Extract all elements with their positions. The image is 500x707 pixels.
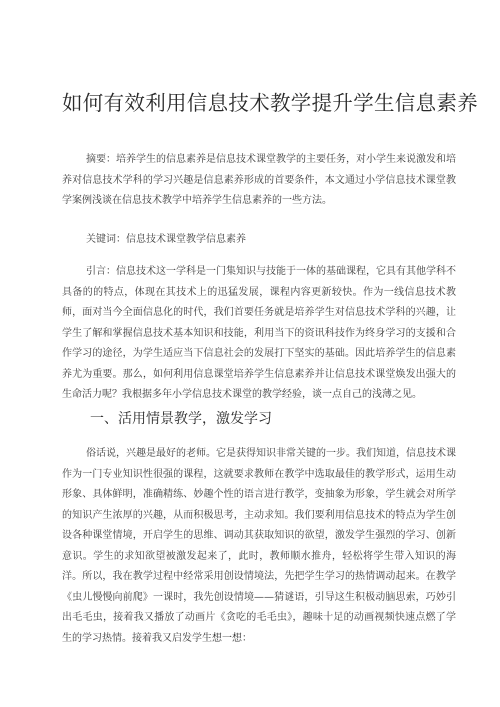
abstract-text: 摘要：培养学生的信息素养是信息技术课堂教学的主要任务，对小学生来说激发和培养对信息技术学科的学习兴趣是信息素养形成的首要条件，本文通过小学信息技术课堂教学案例浅谈在信息技术教学中培养学生信息素养的一些方法。: [62, 154, 456, 206]
section-body-text: 俗话说，兴趣是最好的老师。它是获得知识非常关键的一步。我们知道，信息技术课作为一门专业知识性很强的课程，这就要求教师在教学中选取最佳的教学形式，运用生动形象、具体鲜明，准确精练、妙趣个性的语言进行教学，变抽象为形象，学生就会对所学的知识产生浓厚的兴趣，从而积极思考，主动求知。我们要利用信息技术的特点为学生创设各种课堂情境，开启学生的思维、调动其获取知识的欲望，激发学生强烈的学习、创新意识。学生的求知欲望被激发起来了，此时，教师顺水推舟，轻松将学生带入知识的海洋。所以，我在教学过程中经常采用创设情境法，先把学生学习的热情调动起来。在教学《虫儿慢慢向前爬》一课时，我先创设情境——猜谜语，引导这生积极动脑思索，巧妙引出毛毛虫，接着我又播放了动画片《贪吃的毛毛虫》，趣味十足的动画视频快速点燃了学生的学习热情。接着我又启发学生想一想：: [62, 448, 456, 644]
intro-text: 引言：信息技术这一学科是一门集知识与技能于一体的基础课程，它具有其他学科不具备的的特点，体现在其技术上的迅猛发展，课程内容更新较快。作为一线信息技术教师，面对当今全面信息化的时代，我们首要任务就是培养学生对信息技术学科的兴趣，让学生了解和掌握信息技术基本知识和技能，利用当下的资讯科技作为终身学习的支援和合作学习的途径，为学生适应当下信息社会的发展打下坚实的基础。因此培养学生的信息素养尤为重要。那么，如何利用信息课堂培养学生信息素养并让信息技术课堂焕发出强大的生命活力呢？我根据多年小学信息技术课堂的教学经验，谈一点自己的浅薄之见。: [62, 266, 456, 400]
section-body-paragraph: [62, 444, 456, 649]
keywords-paragraph: [62, 230, 456, 251]
keywords-text: 关键词：信息技术课堂教学信息素养: [86, 234, 246, 245]
section-heading: 一、活用情景教学，激发学习: [90, 411, 272, 427]
abstract-paragraph: [62, 150, 456, 212]
intro-paragraph: [62, 262, 456, 406]
document-title: 如何有效利用信息技术教学提升学生信息素养: [62, 91, 478, 115]
